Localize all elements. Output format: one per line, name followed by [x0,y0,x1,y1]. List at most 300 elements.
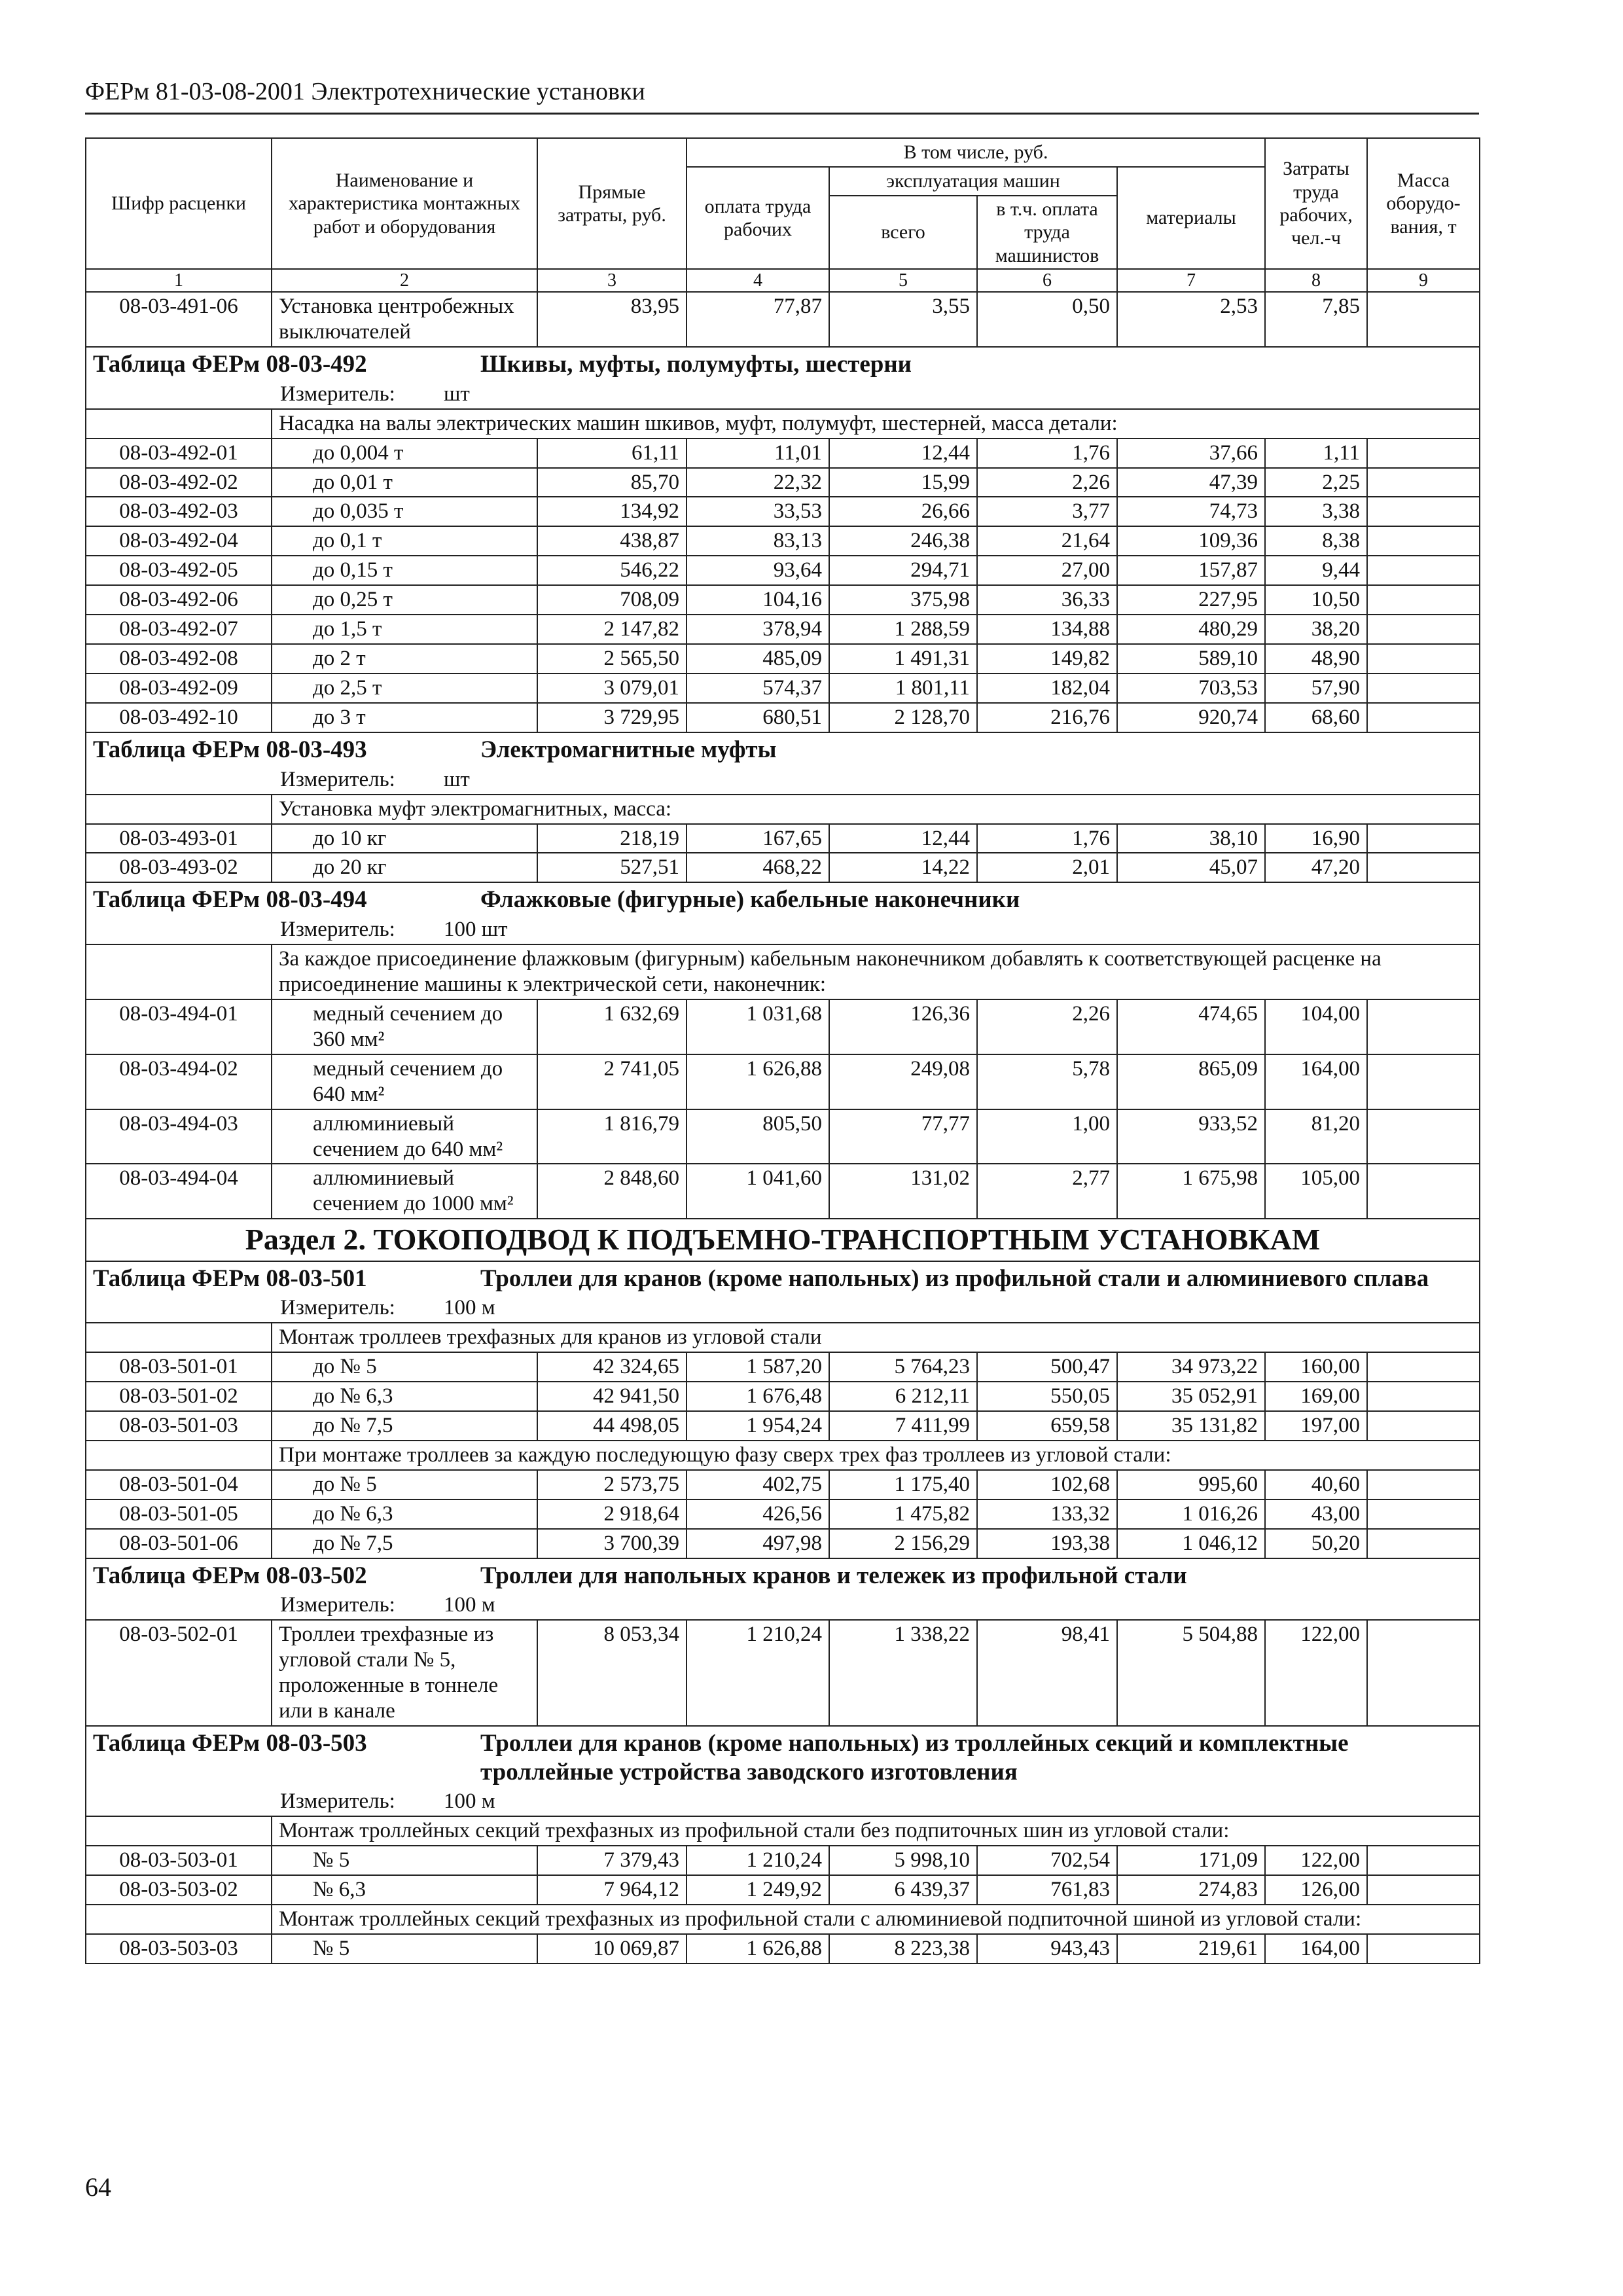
value-cell: 1 954,24 [687,1411,829,1441]
rate-code: 08-03-501-02 [86,1382,272,1411]
value-cell: 8,38 [1265,526,1367,556]
rate-code: 08-03-492-05 [86,556,272,585]
measure-value: 100 м [444,1789,495,1814]
col-machines-wages-header: в т.ч. оплата труда машинистов [977,196,1117,269]
rate-code: 08-03-503-03 [86,1934,272,1964]
table-row [86,1382,1480,1411]
table-row [86,497,1480,526]
value-cell: 550,05 [977,1382,1117,1411]
table-row [86,1109,1480,1164]
measure-row [86,380,1480,409]
table-row [86,615,1480,644]
value-cell: 943,43 [977,1934,1117,1964]
value-cell: 35 052,91 [1117,1382,1265,1411]
column-number: 9 [1367,269,1480,292]
measure-label: Измеритель: [280,1296,395,1320]
value-cell: 995,60 [1117,1470,1265,1499]
value-cell [1367,999,1480,1054]
value-cell: 104,00 [1265,999,1367,1054]
table-row [86,556,1480,585]
value-cell: 104,16 [687,585,829,615]
rate-code: 08-03-502-01 [86,1620,272,1726]
table-row [86,1499,1480,1529]
table-label: Таблица ФЕРм 08-03-501 [93,1265,367,1292]
value-cell: 2 848,60 [537,1164,687,1219]
table-row [86,585,1480,615]
value-cell: 131,02 [829,1164,977,1219]
value-cell: 149,82 [977,644,1117,673]
value-cell: 2 741,05 [537,1054,687,1109]
rate-code: 08-03-501-05 [86,1499,272,1529]
rate-code: 08-03-501-04 [86,1470,272,1499]
note-row [86,1323,1480,1352]
work-name: до 1,5 т [272,615,537,644]
note-text: Монтаж троллейных секций трехфазных из профильной стали с алюминиевой подпиточной шиной из угловой стали: [272,1905,1480,1934]
value-cell: 1 475,82 [829,1499,977,1529]
value-cell: 134,88 [977,615,1117,644]
page-number: 64 [85,2172,111,2202]
table-name: Троллеи для кранов (кроме напольных) из профильной стали и алюминиевого сплава [480,1265,1429,1292]
note-spacer [86,1323,272,1352]
col-materials-header: материалы [1117,167,1265,269]
value-cell [1367,497,1480,526]
value-cell: 77,77 [829,1109,977,1164]
rate-code: 08-03-503-02 [86,1875,272,1905]
rate-code: 08-03-492-01 [86,439,272,468]
rate-code: 08-03-492-06 [86,585,272,615]
measure-cell [86,1787,1480,1816]
value-cell: 167,65 [687,824,829,853]
value-cell: 77,87 [687,292,829,347]
work-name: до № 5 [272,1470,537,1499]
table-row [86,1934,1480,1964]
rate-code: 08-03-493-02 [86,853,272,882]
value-cell: 2 918,64 [537,1499,687,1529]
note-spacer [86,409,272,439]
value-cell: 1,11 [1265,439,1367,468]
value-cell: 2,26 [977,999,1117,1054]
work-name: до 0,004 т [272,439,537,468]
value-cell: 45,07 [1117,853,1265,882]
rate-code: 08-03-494-01 [86,999,272,1054]
value-cell [1367,1846,1480,1875]
note-spacer [86,795,272,824]
column-number: 2 [272,269,537,292]
value-cell [1367,526,1480,556]
value-cell [1367,824,1480,853]
work-name: медный сечением до 360 мм² [272,999,537,1054]
value-cell [1367,1499,1480,1529]
value-cell: 169,00 [1265,1382,1367,1411]
value-cell: 3,77 [977,497,1117,526]
value-cell: 227,95 [1117,585,1265,615]
value-cell: 2,01 [977,853,1117,882]
value-cell [1367,1352,1480,1382]
value-cell: 12,44 [829,439,977,468]
table-name: Электромагнитные муфты [480,736,777,763]
table-label: Таблица ФЕРм 08-03-502 [93,1562,367,1589]
col-machines-total-header: всего [829,196,977,269]
value-cell: 157,87 [1117,556,1265,585]
value-cell: 57,90 [1265,673,1367,703]
value-cell: 2,77 [977,1164,1117,1219]
value-cell: 14,22 [829,853,977,882]
value-cell: 218,19 [537,824,687,853]
table-row [86,673,1480,703]
work-name: № 5 [272,1846,537,1875]
column-number: 3 [537,269,687,292]
value-cell: 1,00 [977,1109,1117,1164]
value-cell: 920,74 [1117,703,1265,732]
value-cell: 2,53 [1117,292,1265,347]
measure-cell [86,766,1480,795]
measure-row [86,916,1480,944]
value-cell: 36,33 [977,585,1117,615]
table-row [86,853,1480,882]
value-cell: 133,32 [977,1499,1117,1529]
value-cell: 182,04 [977,673,1117,703]
value-cell [1367,1109,1480,1164]
work-name: до № 5 [272,1352,537,1382]
value-cell: 134,92 [537,497,687,526]
value-cell [1367,1875,1480,1905]
value-cell: 15,99 [829,468,977,497]
value-cell: 40,60 [1265,1470,1367,1499]
value-cell: 1 041,60 [687,1164,829,1219]
value-cell: 6 212,11 [829,1382,977,1411]
table-row [86,1411,1480,1441]
measure-cell [86,380,1480,409]
value-cell: 375,98 [829,585,977,615]
value-cell: 102,68 [977,1470,1117,1499]
note-spacer [86,1905,272,1934]
value-cell: 1 016,26 [1117,1499,1265,1529]
section-title: Раздел 2. ТОКОПОДВОД К ПОДЪЕМНО-ТРАНСПОРТНЫМ УСТАНОВКАМ [86,1219,1480,1261]
table-row [86,1164,1480,1219]
table-row [86,644,1480,673]
value-cell: 83,13 [687,526,829,556]
header-title: ФЕРм 81-03-08-2001 Электротехнические установки [85,78,645,105]
value-cell: 1 338,22 [829,1620,977,1726]
value-cell: 426,56 [687,1499,829,1529]
value-cell: 22,32 [687,468,829,497]
value-cell: 1 210,24 [687,1620,829,1726]
value-cell: 74,73 [1117,497,1265,526]
work-name: до № 7,5 [272,1411,537,1441]
rate-code: 08-03-493-01 [86,824,272,853]
value-cell [1367,556,1480,585]
rate-code: 08-03-492-04 [86,526,272,556]
value-cell [1367,673,1480,703]
value-cell: 26,66 [829,497,977,526]
value-cell: 7 411,99 [829,1411,977,1441]
measure-value: шт [444,382,470,406]
measure-row [86,1294,1480,1323]
measure-value: 100 м [444,1296,495,1320]
value-cell: 38,10 [1117,824,1265,853]
table-title [86,1558,1480,1592]
measure-label: Измеритель: [280,382,395,406]
value-cell: 98,41 [977,1620,1117,1726]
work-name: до 10 кг [272,824,537,853]
value-cell: 7 379,43 [537,1846,687,1875]
value-cell: 702,54 [977,1846,1117,1875]
value-cell: 42 941,50 [537,1382,687,1411]
value-cell: 589,10 [1117,644,1265,673]
value-cell: 3 729,95 [537,703,687,732]
value-cell: 2 128,70 [829,703,977,732]
value-cell: 5 504,88 [1117,1620,1265,1726]
table-label: Таблица ФЕРм 08-03-493 [93,736,367,763]
value-cell: 438,87 [537,526,687,556]
rate-code: 08-03-501-06 [86,1529,272,1558]
value-cell: 474,65 [1117,999,1265,1054]
work-name: до № 6,3 [272,1382,537,1411]
value-cell: 164,00 [1265,1054,1367,1109]
note-text: Монтаж троллейных секций трехфазных из профильной стали без подпиточных шин из угловой стали: [272,1816,1480,1846]
note-text: При монтаже троллеев за каждую последующую фазу сверх трех фаз троллеев из угловой стали: [272,1441,1480,1470]
value-cell [1367,1934,1480,1964]
table-title-row [86,1558,1480,1592]
work-name: до № 7,5 [272,1529,537,1558]
value-cell: 378,94 [687,615,829,644]
col-machines-header: эксплуатация машин [829,167,1117,196]
value-cell: 933,52 [1117,1109,1265,1164]
value-cell: 160,00 [1265,1352,1367,1382]
measure-cell [86,1294,1480,1323]
value-cell: 50,20 [1265,1529,1367,1558]
value-cell: 8 053,34 [537,1620,687,1726]
column-number: 7 [1117,269,1265,292]
value-cell: 865,09 [1117,1054,1265,1109]
table-title-row [86,1261,1480,1295]
table-row [86,1470,1480,1499]
value-cell: 3 079,01 [537,673,687,703]
work-name: до 20 кг [272,853,537,882]
work-name: аллюминиевый сечением до 1000 мм² [272,1164,537,1219]
value-cell: 2,25 [1265,468,1367,497]
table-name: Троллеи для кранов (кроме напольных) из троллейных секций и комплектные троллейные устройства заводского изготовления [480,1730,1349,1785]
table-name: Флажковые (фигурные) кабельные наконечники [480,886,1020,914]
note-spacer [86,944,272,999]
column-numbers-row [86,269,1480,292]
value-cell: 7,85 [1265,292,1367,347]
work-name: до 2,5 т [272,673,537,703]
measure-value: 100 шт [444,918,508,942]
value-cell: 7 964,12 [537,1875,687,1905]
table-row [86,468,1480,497]
work-name: до 0,15 т [272,556,537,585]
value-cell: 546,22 [537,556,687,585]
value-cell: 1 031,68 [687,999,829,1054]
value-cell: 2 147,82 [537,615,687,644]
value-cell: 480,29 [1117,615,1265,644]
value-cell: 659,58 [977,1411,1117,1441]
value-cell: 16,90 [1265,824,1367,853]
value-cell: 246,38 [829,526,977,556]
work-name: до 0,25 т [272,585,537,615]
table-title [86,732,1480,766]
value-cell: 1,76 [977,439,1117,468]
column-number: 6 [977,269,1117,292]
value-cell: 85,70 [537,468,687,497]
value-cell: 1 626,88 [687,1934,829,1964]
value-cell: 122,00 [1265,1620,1367,1726]
col-wages-header: оплата труда рабочих [687,167,829,269]
work-name: Установка центробежных выключателей [272,292,537,347]
table-title-row [86,882,1480,916]
value-cell: 1 210,24 [687,1846,829,1875]
table-row [86,1054,1480,1109]
work-name: до № 6,3 [272,1499,537,1529]
value-cell: 109,36 [1117,526,1265,556]
work-name: медный сечением до 640 мм² [272,1054,537,1109]
table-row [86,1529,1480,1558]
value-cell [1367,585,1480,615]
value-cell: 38,20 [1265,615,1367,644]
value-cell: 193,38 [977,1529,1117,1558]
value-cell: 1 626,88 [687,1054,829,1109]
table-name: Троллеи для напольных кранов и тележек из профильной стали [480,1562,1187,1589]
value-cell: 171,09 [1117,1846,1265,1875]
value-cell: 6 439,37 [829,1875,977,1905]
value-cell: 126,00 [1265,1875,1367,1905]
rate-code: 08-03-492-08 [86,644,272,673]
value-cell: 37,66 [1117,439,1265,468]
table-title-row [86,732,1480,766]
rate-code: 08-03-492-03 [86,497,272,526]
value-cell [1367,439,1480,468]
value-cell: 61,11 [537,439,687,468]
value-cell: 1 046,12 [1117,1529,1265,1558]
table-body [86,292,1480,1964]
value-cell: 1 801,11 [829,673,977,703]
value-cell: 47,39 [1117,468,1265,497]
value-cell: 402,75 [687,1470,829,1499]
value-cell [1367,1529,1480,1558]
value-cell: 1 587,20 [687,1352,829,1382]
note-row [86,409,1480,439]
measure-label: Измеритель: [280,1593,395,1617]
value-cell: 126,36 [829,999,977,1054]
value-cell: 3,55 [829,292,977,347]
value-cell: 2 156,29 [829,1529,977,1558]
value-cell: 47,20 [1265,853,1367,882]
table-title-row [86,347,1480,380]
table-row [86,439,1480,468]
value-cell: 805,50 [687,1109,829,1164]
value-cell: 93,64 [687,556,829,585]
measure-cell [86,1591,1480,1620]
table-label: Таблица ФЕРм 08-03-503 [93,1730,367,1757]
value-cell: 105,00 [1265,1164,1367,1219]
col-code-header: Шифр расценки [86,138,272,269]
measure-cell [86,916,1480,944]
work-name: до 0,1 т [272,526,537,556]
work-name: № 6,3 [272,1875,537,1905]
rate-code: 08-03-492-09 [86,673,272,703]
value-cell: 164,00 [1265,1934,1367,1964]
value-cell: 3,38 [1265,497,1367,526]
value-cell [1367,292,1480,347]
col-mass-header: Масса оборудо-вания, т [1367,138,1480,269]
value-cell: 703,53 [1117,673,1265,703]
value-cell [1367,703,1480,732]
value-cell: 1 175,40 [829,1470,977,1499]
value-cell: 8 223,38 [829,1934,977,1964]
value-cell: 3 700,39 [537,1529,687,1558]
value-cell: 34 973,22 [1117,1352,1265,1382]
value-cell [1367,468,1480,497]
note-row [86,1905,1480,1934]
value-cell: 1 816,79 [537,1109,687,1164]
value-cell: 468,22 [687,853,829,882]
rate-code: 08-03-501-01 [86,1352,272,1382]
col-direct-header: Прямые затраты, руб. [537,138,687,269]
table-title [86,347,1480,380]
rate-code: 08-03-494-02 [86,1054,272,1109]
value-cell: 500,47 [977,1352,1117,1382]
note-text: Установка муфт электромагнитных, масса: [272,795,1480,824]
value-cell [1367,615,1480,644]
value-cell [1367,1470,1480,1499]
table-row [86,1352,1480,1382]
rate-code: 08-03-503-01 [86,1846,272,1875]
measure-label: Измеритель: [280,918,395,942]
section-row [86,1219,1480,1261]
value-cell: 497,98 [687,1529,829,1558]
table-row [86,1846,1480,1875]
value-cell: 574,37 [687,673,829,703]
measure-value: шт [444,767,470,791]
value-cell: 27,00 [977,556,1117,585]
value-cell: 10 069,87 [537,1934,687,1964]
rate-code: 08-03-492-07 [86,615,272,644]
measure-value: 100 м [444,1593,495,1617]
value-cell: 761,83 [977,1875,1117,1905]
note-row [86,1441,1480,1470]
note-spacer [86,1816,272,1846]
table-title [86,882,1480,916]
column-number: 4 [687,269,829,292]
value-cell: 81,20 [1265,1109,1367,1164]
work-name: до 2 т [272,644,537,673]
note-text: За каждое присоединение флажковым (фигурным) кабельным наконечником добавлять к соответствующей расценке на присоединение машины к электрической сети, наконечник: [272,944,1480,999]
value-cell: 1 676,48 [687,1382,829,1411]
table-row [86,703,1480,732]
value-cell: 2 573,75 [537,1470,687,1499]
table-row [86,999,1480,1054]
value-cell: 249,08 [829,1054,977,1109]
running-header [85,77,1479,115]
value-cell: 274,83 [1117,1875,1265,1905]
value-cell: 35 131,82 [1117,1411,1265,1441]
table-row [86,824,1480,853]
rates-table [85,137,1480,1964]
value-cell: 42 324,65 [537,1352,687,1382]
value-cell: 2 565,50 [537,644,687,673]
work-name: до 3 т [272,703,537,732]
table-label: Таблица ФЕРм 08-03-494 [93,886,367,914]
table-title-row [86,1726,1480,1787]
table-header [86,138,1480,292]
value-cell: 11,01 [687,439,829,468]
value-cell: 485,09 [687,644,829,673]
measure-label: Измеритель: [280,767,395,791]
value-cell: 219,61 [1117,1934,1265,1964]
col-incl-header: В том числе, руб. [687,138,1265,167]
value-cell: 680,51 [687,703,829,732]
